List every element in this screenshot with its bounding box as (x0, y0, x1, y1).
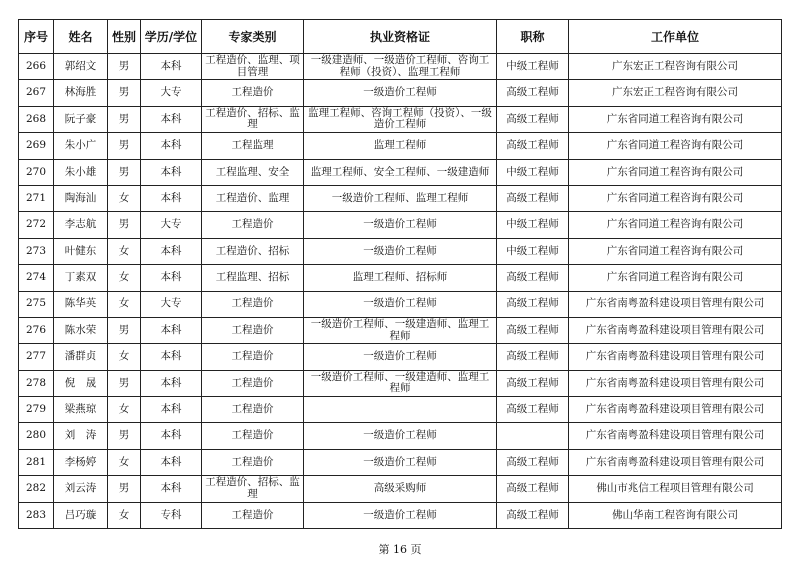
cell-index: 279 (19, 397, 54, 423)
cell-name: 陶海汕 (54, 185, 108, 211)
cell-title: 中级工程师 (497, 159, 569, 185)
cell-gender: 男 (108, 106, 141, 132)
cell-name: 阮子豪 (54, 106, 108, 132)
cell-index: 270 (19, 159, 54, 185)
cell-title: 高级工程师 (497, 291, 569, 317)
table-row (19, 212, 782, 238)
cell-index: 283 (19, 502, 54, 528)
cell-title: 高级工程师 (497, 344, 569, 370)
table-body (19, 54, 782, 529)
cell-education: 本科 (141, 265, 202, 291)
cell-gender: 男 (108, 370, 141, 396)
cell-employer: 广东宏正工程咨询有限公司 (569, 80, 782, 106)
table-row (19, 317, 782, 343)
cell-employer: 广东省同道工程咨询有限公司 (569, 133, 782, 159)
cell-gender: 女 (108, 265, 141, 291)
cell-qualification: 监理工程师 (304, 133, 497, 159)
cell-expert-category: 工程造价、监理 (202, 185, 304, 211)
cell-gender: 女 (108, 449, 141, 475)
cell-title: 高级工程师 (497, 265, 569, 291)
cell-index: 267 (19, 80, 54, 106)
cell-qualification: 监理工程师、招标师 (304, 265, 497, 291)
cell-education: 本科 (141, 133, 202, 159)
table-row (19, 159, 782, 185)
table-row (19, 133, 782, 159)
header-name: 姓名 (54, 20, 108, 54)
cell-qualification: 监理工程师、咨询工程师（投资）、一级造价工程师 (304, 106, 497, 132)
header-row (19, 20, 782, 54)
cell-employer: 广东省南粤盈科建设项目管理有限公司 (569, 397, 782, 423)
cell-index: 274 (19, 265, 54, 291)
cell-name: 刘云涛 (54, 476, 108, 502)
cell-index: 272 (19, 212, 54, 238)
cell-title: 中级工程师 (497, 54, 569, 80)
cell-education: 大专 (141, 291, 202, 317)
cell-name: 朱小雄 (54, 159, 108, 185)
cell-education: 大专 (141, 80, 202, 106)
cell-index: 271 (19, 185, 54, 211)
header-employer: 工作单位 (569, 20, 782, 54)
table-row (19, 238, 782, 264)
cell-title: 高级工程师 (497, 397, 569, 423)
table-row (19, 80, 782, 106)
cell-title: 高级工程师 (497, 185, 569, 211)
cell-education: 本科 (141, 317, 202, 343)
cell-employer: 广东省南粤盈科建设项目管理有限公司 (569, 423, 782, 449)
cell-education: 本科 (141, 370, 202, 396)
table-row (19, 291, 782, 317)
cell-name: 刘 涛 (54, 423, 108, 449)
cell-name: 倪 晟 (54, 370, 108, 396)
cell-expert-category: 工程监理 (202, 133, 304, 159)
cell-name: 郭绍文 (54, 54, 108, 80)
cell-title: 高级工程师 (497, 449, 569, 475)
table-row (19, 423, 782, 449)
cell-expert-category: 工程造价、监理、项目管理 (202, 54, 304, 80)
cell-name: 林海胜 (54, 80, 108, 106)
cell-title: 高级工程师 (497, 106, 569, 132)
table-row (19, 344, 782, 370)
cell-index: 281 (19, 449, 54, 475)
cell-qualification: 一级造价工程师 (304, 212, 497, 238)
cell-gender: 女 (108, 502, 141, 528)
cell-education: 本科 (141, 185, 202, 211)
cell-gender: 男 (108, 317, 141, 343)
cell-gender: 男 (108, 54, 141, 80)
cell-gender: 女 (108, 185, 141, 211)
cell-employer: 广东省南粤盈科建设项目管理有限公司 (569, 344, 782, 370)
cell-gender: 女 (108, 291, 141, 317)
cell-name: 吕巧璇 (54, 502, 108, 528)
cell-qualification: 一级造价工程师 (304, 449, 497, 475)
cell-name: 潘群贞 (54, 344, 108, 370)
cell-title: 高级工程师 (497, 133, 569, 159)
cell-education: 专科 (141, 502, 202, 528)
cell-expert-category: 工程造价、招标 (202, 238, 304, 264)
cell-index: 269 (19, 133, 54, 159)
table-row (19, 502, 782, 528)
cell-title: 中级工程师 (497, 238, 569, 264)
cell-qualification: 一级造价工程师、监理工程师 (304, 185, 497, 211)
table-row (19, 106, 782, 132)
cell-education: 本科 (141, 344, 202, 370)
cell-name: 梁燕琼 (54, 397, 108, 423)
cell-expert-category: 工程造价 (202, 80, 304, 106)
cell-qualification: 一级建造师、一级造价工程师、咨询工程师（投资）、监理工程师 (304, 54, 497, 80)
cell-title: 高级工程师 (497, 502, 569, 528)
cell-education: 本科 (141, 397, 202, 423)
cell-gender: 女 (108, 344, 141, 370)
cell-education: 本科 (141, 423, 202, 449)
cell-title (497, 423, 569, 449)
expert-roster-table (18, 19, 782, 529)
cell-index: 268 (19, 106, 54, 132)
cell-name: 陈华英 (54, 291, 108, 317)
cell-qualification: 一级造价工程师、一级建造师、监理工程师 (304, 317, 497, 343)
cell-title: 高级工程师 (497, 317, 569, 343)
cell-expert-category: 工程造价、招标、监理 (202, 476, 304, 502)
cell-name: 朱小广 (54, 133, 108, 159)
cell-title: 高级工程师 (497, 80, 569, 106)
cell-gender: 男 (108, 423, 141, 449)
cell-qualification: 一级造价工程师 (304, 80, 497, 106)
cell-gender: 男 (108, 212, 141, 238)
cell-title: 中级工程师 (497, 212, 569, 238)
page-number: 第 16 页 (378, 543, 422, 556)
cell-name: 丁素双 (54, 265, 108, 291)
cell-education: 本科 (141, 476, 202, 502)
cell-gender: 男 (108, 476, 141, 502)
cell-expert-category: 工程造价 (202, 370, 304, 396)
cell-employer: 广东省南粤盈科建设项目管理有限公司 (569, 370, 782, 396)
cell-employer: 广东省同道工程咨询有限公司 (569, 238, 782, 264)
cell-employer: 广东省南粤盈科建设项目管理有限公司 (569, 291, 782, 317)
cell-name: 李杨婷 (54, 449, 108, 475)
cell-index: 280 (19, 423, 54, 449)
header-qualification: 执业资格证 (304, 20, 497, 54)
table-row (19, 54, 782, 80)
header-title: 职称 (497, 20, 569, 54)
cell-qualification: 监理工程师、安全工程师、一级建造师 (304, 159, 497, 185)
table-row (19, 476, 782, 502)
cell-expert-category: 工程造价 (202, 397, 304, 423)
cell-employer: 广东省南粤盈科建设项目管理有限公司 (569, 449, 782, 475)
cell-index: 282 (19, 476, 54, 502)
cell-employer: 广东省同道工程咨询有限公司 (569, 185, 782, 211)
cell-employer: 佛山市兆信工程项目管理有限公司 (569, 476, 782, 502)
table-row (19, 449, 782, 475)
header-gender: 性别 (108, 20, 141, 54)
cell-education: 本科 (141, 54, 202, 80)
cell-index: 266 (19, 54, 54, 80)
cell-gender: 男 (108, 80, 141, 106)
cell-expert-category: 工程造价 (202, 449, 304, 475)
cell-qualification: 高级采购师 (304, 476, 497, 502)
cell-qualification: 一级造价工程师 (304, 423, 497, 449)
cell-index: 273 (19, 238, 54, 264)
cell-education: 大专 (141, 212, 202, 238)
cell-expert-category: 工程造价 (202, 344, 304, 370)
cell-qualification: 一级造价工程师 (304, 502, 497, 528)
cell-index: 277 (19, 344, 54, 370)
cell-expert-category: 工程造价 (202, 212, 304, 238)
cell-employer: 广东宏正工程咨询有限公司 (569, 54, 782, 80)
cell-expert-category: 工程造价 (202, 317, 304, 343)
cell-index: 275 (19, 291, 54, 317)
cell-expert-category: 工程造价 (202, 423, 304, 449)
cell-employer: 佛山华南工程咨询有限公司 (569, 502, 782, 528)
cell-index: 276 (19, 317, 54, 343)
cell-name: 叶健东 (54, 238, 108, 264)
table-row (19, 370, 782, 396)
cell-qualification: 一级造价工程师、一级建造师、监理工程师 (304, 370, 497, 396)
cell-employer: 广东省同道工程咨询有限公司 (569, 159, 782, 185)
cell-expert-category: 工程造价、招标、监理 (202, 106, 304, 132)
header-expert-category: 专家类别 (202, 20, 304, 54)
cell-expert-category: 工程监理、安全 (202, 159, 304, 185)
cell-qualification: 一级造价工程师 (304, 291, 497, 317)
cell-index: 278 (19, 370, 54, 396)
cell-qualification: 一级造价工程师 (304, 344, 497, 370)
cell-education: 本科 (141, 106, 202, 132)
table-row (19, 265, 782, 291)
cell-expert-category: 工程造价 (202, 291, 304, 317)
table-header (19, 20, 782, 54)
cell-employer: 广东省南粤盈科建设项目管理有限公司 (569, 317, 782, 343)
cell-gender: 女 (108, 238, 141, 264)
cell-gender: 男 (108, 133, 141, 159)
cell-gender: 男 (108, 159, 141, 185)
cell-title: 高级工程师 (497, 370, 569, 396)
cell-expert-category: 工程造价 (202, 502, 304, 528)
table-row (19, 185, 782, 211)
cell-education: 本科 (141, 238, 202, 264)
cell-gender: 女 (108, 397, 141, 423)
cell-qualification (304, 397, 497, 423)
cell-education: 本科 (141, 449, 202, 475)
cell-name: 陈水荣 (54, 317, 108, 343)
cell-employer: 广东省同道工程咨询有限公司 (569, 265, 782, 291)
header-education: 学历/学位 (141, 20, 202, 54)
cell-education: 本科 (141, 159, 202, 185)
cell-employer: 广东省同道工程咨询有限公司 (569, 212, 782, 238)
cell-employer: 广东省同道工程咨询有限公司 (569, 106, 782, 132)
table-row (19, 397, 782, 423)
cell-title: 高级工程师 (497, 476, 569, 502)
cell-qualification: 一级造价工程师 (304, 238, 497, 264)
header-index: 序号 (19, 20, 54, 54)
cell-expert-category: 工程监理、招标 (202, 265, 304, 291)
cell-name: 李志航 (54, 212, 108, 238)
